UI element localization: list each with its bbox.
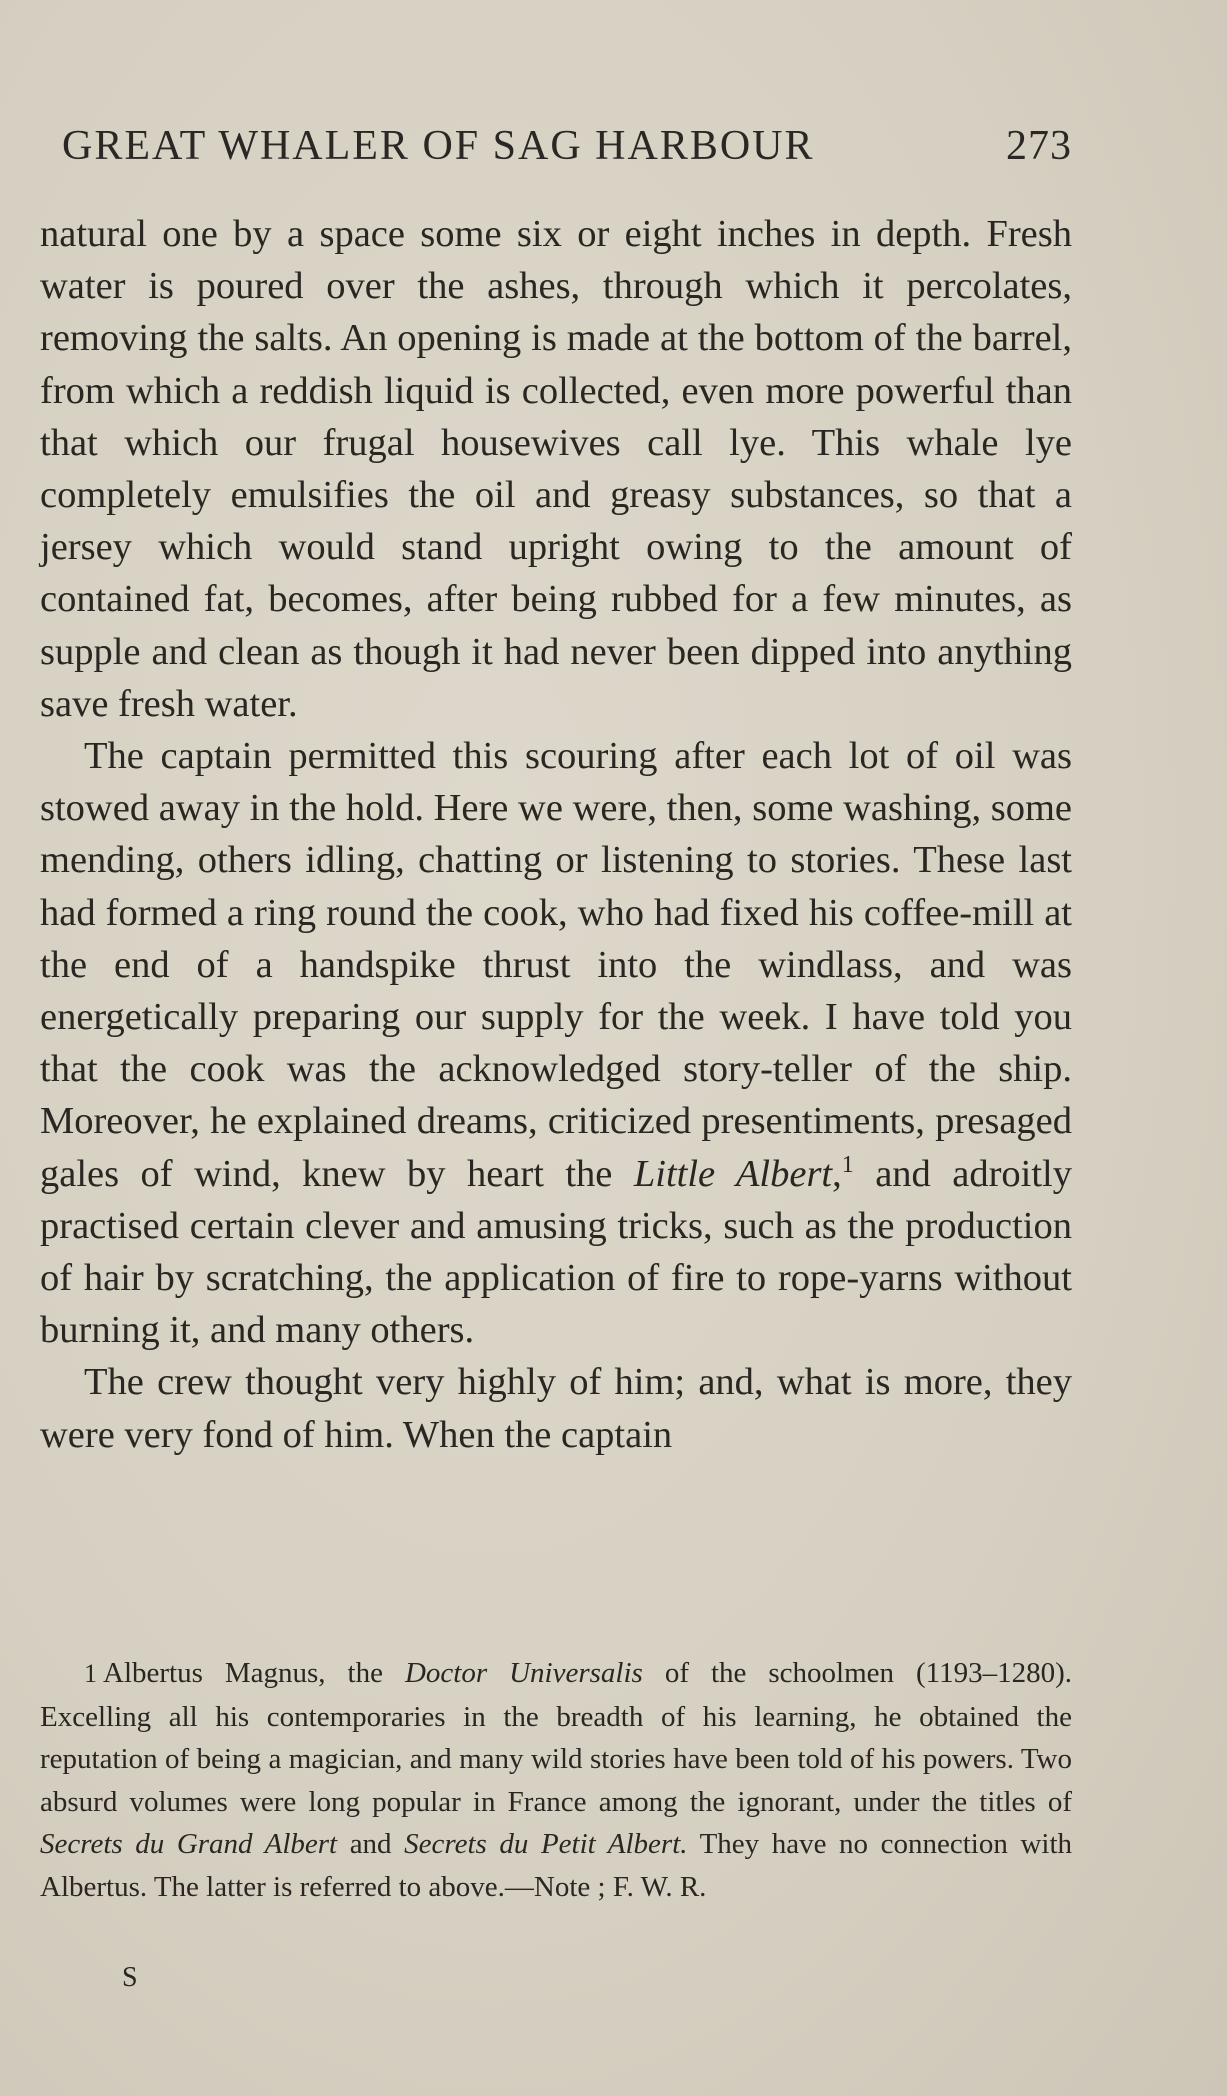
footnote-italic-petit-albert: Secrets du Petit Albert. [404, 1828, 688, 1860]
running-head [62, 122, 1072, 182]
footnote-text-4: They have no connection with Albertus. The latter is referred to above.—Note ; F. W. R. [40, 1828, 1073, 1903]
footnote-italic-doctor: Doctor Universalis [404, 1657, 643, 1689]
running-title: GREAT WHALER OF SAG HARBOUR [62, 123, 815, 169]
book-title-little-albert: Little Albert [633, 1152, 833, 1195]
paragraph-2-text-a: The captain permitted this scouring after each lot of oil was stowed away in the hold. Here we were, then, some washing, some mending, others idling, chatting or listening to stories. These last had formed a ring round the cook, who had fixed his coffee-mill at the end of a handspike thrust into the windlass, and was energetically preparing our supply for the week. I have told you that the cook was the acknowledged story-teller of the ship. Moreover, he explained dreams, criticized presentiments, presaged gales of wind, knew by heart the [40, 735, 1072, 1195]
signature-mark: S [122, 1962, 139, 1993]
footnote-text-1: Albertus Magnus, the [103, 1657, 405, 1689]
paragraph-2 [40, 730, 1072, 1356]
footnote-text-2: of the schoolmen (1193–1280). Excelling all his contemporaries in the breadth of his learning, he obtained the reputation of being a magician, and many wild stories have been told of his powers. Two absurd volumes were long popular in France among the ignorant, under the titles of [40, 1657, 1073, 1818]
paragraph-2-comma: , [832, 1152, 842, 1195]
paragraph-2-text-b: and adroitly practised certain clever and amusing tricks, such as the production of hair by scratching, the application of fire to rope-yarns without burning it, and many others. [40, 1152, 1072, 1352]
footnote-reference: 1 [841, 1151, 854, 1178]
page-number: 273 [1006, 123, 1072, 169]
body-text [40, 208, 1072, 1461]
footnote-mark: 1 [84, 1659, 97, 1688]
paragraph-1: natural one by a space some six or eight inches in depth. Fresh water is poured over the ashes, through which it percolates, removing the salts. An opening is made at the bottom of the barrel, from which a reddish liquid is collected, even more powerful than that which our frugal housewives call lye. This whale lye completely emulsifies the oil and greasy substances, so that a jersey which would stand upright owing to the amount of contained fat, becomes, after being rubbed for a few minutes, as supple and clean as though it had never been dipped into anything save fresh water. [40, 213, 1072, 725]
paragraph-3: The crew thought very highly of him; and, what is more, they were very fond of him. When the captain [40, 1361, 1072, 1456]
footnote-text-3: and [337, 1828, 405, 1860]
footnote [40, 1652, 1072, 1908]
footnote-italic-grand-albert: Secrets du Grand Albert [40, 1828, 338, 1860]
